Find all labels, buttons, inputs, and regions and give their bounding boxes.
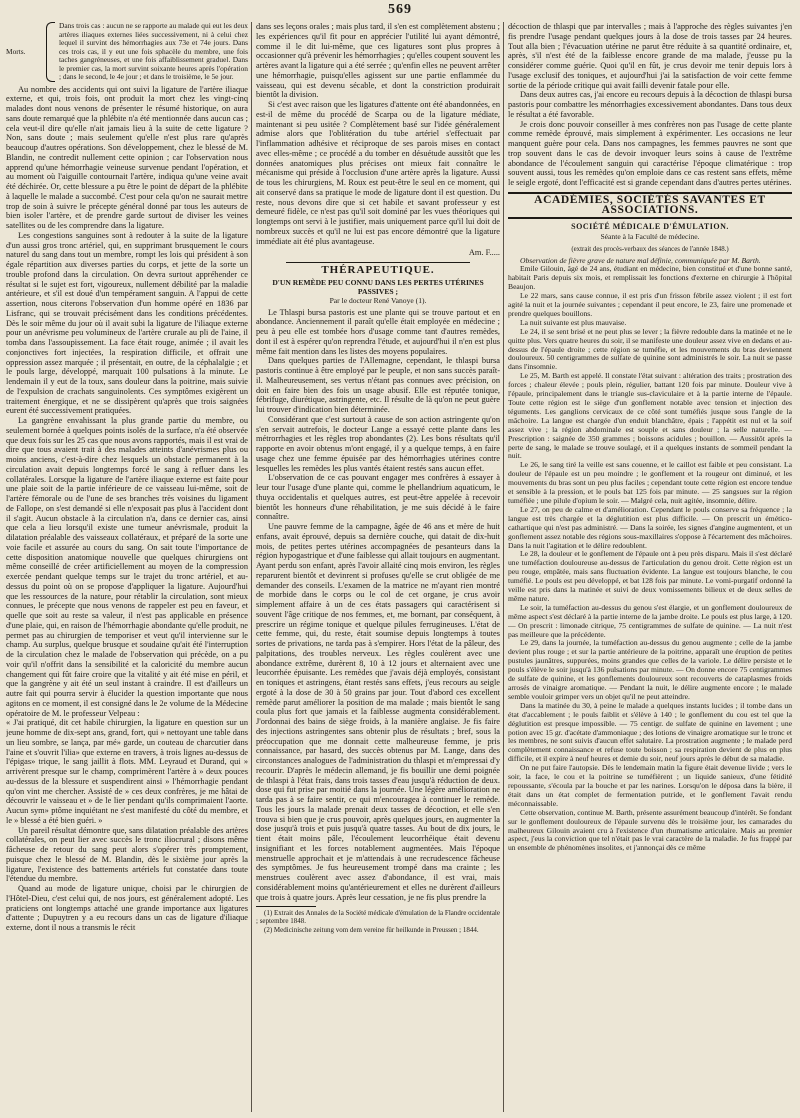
footnote-rule xyxy=(256,906,316,907)
paragraph: Le 29, dans la journée, la tuméfaction au-dessus du genou augmente ; celle de la jambe devient plus rouge ; et sur la partie antérieure de la poitrine, apparaît une éruption de petites pustules jaunâtres, suppurées, moins grandes que celles de la variole. Le délire persiste et le pouls s'élève le soir jusqu'à 136 pulsations par minute. — On donne encore 75 centigrammes de sulfate de quinine, et les gonflements douloureux sont recouverts de cataplasmes froids arrosés de vinaigre aromatique. — Pendant la nuit, le délire augmente encore ; le malade semble vouloir grimper vers un objet qu'il ne peut atteindre. xyxy=(508,638,792,701)
paragraph: La nuit suivante est plus mauvaise. xyxy=(520,317,627,327)
brace xyxy=(46,22,55,82)
article-author: Par le docteur René Vanoye (1). xyxy=(329,295,427,305)
paragraph: Le 22 mars, sans cause connue, il est pris d'un frisson fébrile assez violent ; il est fort agité la nuit et la journée suivantes ; cependant il peut encore, le 23, faire une promenade et prendre quelques bouillons. xyxy=(508,291,792,318)
observation-title-text: Observation de fièvre grave de nature mal définie, communiquée par M. Barth. xyxy=(520,255,761,265)
deaths-text: Dans trois cas : aucun ne se rapporte au malade qui eut les deux artères iliaques externes liées successivement, ni à celui chez lequel il survint des hémorrhagies aux 73e et 74e jours. Dans ces trois cas, il y eut une fois sphacèle du membre, une fois taches gangréneuses, et une fois affaiblissement graduel. Dans le premier cas, la mort survint soixante heures après l'opération ; dans le second, le 4e jour ; et dans le troisième, le 5e jour. xyxy=(59,22,248,81)
page-number: 569 xyxy=(388,2,412,17)
paragraph: décoction de thlaspi que par intervalles ; mais à l'approche des règles suivantes j'en fis prendre l'usage pendant quelques jours à la dose de trois tasses par 24 heures. Tout alla bien ; l'évacuation utérine ne parut être réduite à sa quantité ordinaire, et, après, s'il n'est été de la faiblesse encore grande de ma malade, j'eusse pu la considérer comme guérie. Quoi qu'il en fût, je crus devoir me tenir depuis lors à l'usage exclusif des toniques, et aujourd'hui j'ai la satisfaction de voir cette femme sortie de la période critique qui avait failli devenir fatale pour elle. xyxy=(508,22,792,90)
paragraph: Si c'est avec raison que les ligatures d'attente ont été abandonnées, en est-il de même du procédé de Scarpa ou de la ligature médiate, maintenant si peu usitée ? Complètement basé sur l'idée généralement admise alors que l'oblitération du tube artériel s'effectuait par l'inflammation adhésive et réciproque de ses parois mises en contact avec elles-même ; ce procédé a du tomber en désuétude aussitôt que les données anatomiques plus précises ont mieux fait connaître le mécanisme qui préside à l'occlusion d'une artère après la ligature. Aussi de tous les chirurgiens, M. Roux est peut-être le seul en ce moment, qui ait conservé dans sa pratique le mode de ligature dont il est question. Du reste, nous devons dire que si cet habile et savant professeur y est demeuré fidèle, ce n'est pas qu'il soit dominé par les vues théoriques qui longtemps ont servi à le justifier, mais uniquement parce qu'il lui doit de nombreux succès et qu'il ne lui est pas encore démontré que la ligature immédiate ait été plus avantageuse. xyxy=(256,100,500,246)
column-1 xyxy=(6,22,248,1112)
paragraph: Cette observation, continue M. Barth, présente assurément beaucoup d'intérêt. Se fondant sur le gonflement douloureux de l'épaule survenu dès le troisième jour, les camarades du malheureux Gilouin avaient cru à l'existence d'un rhumatisme articulaire. Mais au premier aspect, j'eus la conviction que tel n'était pas le vrai caractère de la maladie. Je fus frappé par un ensemble de phénomènes insolites, et j'annonçai dès ce même xyxy=(508,807,792,853)
velpeau-quote: « J'ai pratiqué, dit cet habile chirurgien, la ligature en question sur un jeune homme de dix-sept ans, grand, fort, qui » nettoyant une table dans un lieu sombre, se lança, par mé» garde, un couteau de charcutier dans l'aine et s'ouvrit l'ilia» que externe en travers, à trois lignes au-dessus de l'épigas» trique, le sang jaillit à flots. MM. Leyraud et Durand, qui » arrivèrent presque sur le champ, comprimèrent l'artère à » deux pouces au-dessus de la blessure et suspendirent ainsi » l'hémorrhagie pendant qu'on vint me chercher. Assisté de » ces deux confrères, je me hâtai de découvrir le vaisseau et » de le lier pendant qu'ils comprimaient l'aorte. Aucun sym» ptôme inquiétant ne s'est manifesté du côté du membre, et le » blessé a été bien guéri. » xyxy=(6,718,248,825)
footnote: (2) Medicinische zeitung vom dem vereine für heilkunde in Preussen ; 1844. xyxy=(264,925,479,934)
paragraph: Dans deux autres cas, j'ai encore eu recours depuis à la décoction de thlaspi bursa pastoris pour combattre les ménorrhagies excessivement abondantes. Dans tous deux le résultat a été favorable. xyxy=(508,90,792,119)
paragraph: Une pauvre femme de la campagne, âgée de 46 ans et mère de huit enfans, avait éprouvé, depuis sa dernière couche, qui datait de dix-huit mois, de petites pertes utérines accompagnées de pesanteurs dans la région hypogastrique et d'une faiblesse qui allait toujours en augmentant. Ayant perdu son enfant, après l'avoir allaité cinq mois environ, les règles reparurent bientôt et devinrent si profuses qu'elle se crut obligée de me demander des conseils. L'examen de la matrice ne m'ayant rien montré de morbide dans le corps ou le col de cet organe, je crus avoir simplement affaire à un de ces états passagers qui caractérisent si souvent l'âge critique de nos femmes, et, me bornant, par conséquent, à prescrire un régime tonique et quelque pilules ferrugineuses. L'état de cette femme, qui, du reste, était soumise depuis longtemps à toutes sortes de privations, ne tarda pas à s'empirer. Hors l'état de la pâleur, des palpitations, des troubles nerveux. Les règles coulèrent avec une abondance extrême, durèrent 8, 10 à 12 jours et alternaient avec une leucorrhée épuisante. Les remèdes que j'avais déjà employés, consistant en toniques et astringens, étant restés sans effets, j'eus recours au seigle ergoté à la dose de 30 à 50 grains par jour. Tout d'abord ces excellent remède parut améliorer la position de ma malade ; mais bientôt le sang coula plus fort que jamais et la faiblesse augmenta considérablement. J'ordonnai des bains de siège froids, à la manière anglaise. Je fis faire des injections astringentes sans obtenir plus de résultats ; bref, sous la préoccupation que me donnait cette malheureuse femme, je pris connaissance, par hasard, des succès obtenus par M. Lange, dans des circonstances analogues de l'administration du thlaspi et m'empressai d'y recourir. D'après le médecin allemand, je fis bouillir une demi poignée de thlaspi à l'état frais, dans trois tasses d'eau jusqu'à réduction de deux. dose qui fut prise par moitié dans la journée. Une légère amélioration ne tarda pas à se faire sentir, ce qui m'encouragea à continuer le remède. Tous les jours la malade prenait deux tasses de décoction, et elle s'en trouva si bien que je crus pouvoir, après quelques jours, en augmenter la dose jusqu'à trois et puis jusqu'à quatre tasses. Au bout de dix jours, le tient était moins pâle, l'écoulement leucorrhéique était devenu insignifiant et les forces notablement augmentées. Mais l'époque menstruelle approchait et je m'attendais à une recrudescence fâcheuse des symptômes. Je fus heureusement trompé dans ma crainte ; les menstrues coulèrent avec assez d'abondance, il est vrai, mais considérablement moins qu'antérieurement et elles ne durèrent d'ailleurs que trois à quatre jours. Après leur cessation, je ne fis plus prendre la xyxy=(256,522,500,902)
signature: Am. F..... xyxy=(468,248,500,258)
paragraph: Au nombre des accidents qui ont suivi la ligature de l'artère iliaque externe, et qui, trois fois, ont produit la mort chez les vingt-cinq malades dont nous venons de présenter le résumé historique, on aura sans doute remarqué que la phlébite n'a été mentionnée dans aucun cas ; cela veut-il dire qu'elle n'ait jamais lieu à la suite de cette ligature ? Non, sans doute ; mais seulement qu'elle n'est plus rare qu'après beaucoup d'autres opérations. Son développement, chez le blessé de M. Blandin, ne contredit nullement cette opinion ; car l'observation nous apprend qu'une hémorrhagie veineuse survenue pendant l'opération, et au moment où l'aiguille contournait l'artère, indiqua qu'une veine avait été déchirée. Or, cette blessure a pu être le point de départ de la phlébite à laquelle le malade a succombé. C'est pour cela qu'on ne saurait mettre trop de soin à suivre le précepte général donné par tous les auteurs de bien isoler l'artère, et de prendre garde surtout de diviser les veines satellites ou de les comprendre dans la ligature. xyxy=(6,84,248,230)
column-3 xyxy=(508,22,792,1112)
footnote: (1) Extrait des Annales de la Société médicale d'émulation de la Flandre occidentale ; septembre 1848. xyxy=(256,909,500,926)
paragraph: Le soir, la tuméfaction au-dessus du genou s'est élargie, et un gonflement douloureux de même aspect s'est déclaré à la partie interne de la jambe droite. Le pouls est plus large, à 120. — On prescrit : limonade citrique, 75 centigrammes de sulfate de quinine. — La nuit n'est pas meilleure que la précédente. xyxy=(508,602,792,639)
extract-note: (extrait des procès-verbaux des séances de l'année 1848.) xyxy=(571,245,729,253)
paragraph: Le 27, on peu de calme et d'amélioration. Cependant le pouls conserve sa fréquence ; la langue est très chargée et la déglutition est plus difficile. — On prescrit un émético-cathartique qui n'est pas administré. — Dans la soirée, les signes d'angine augmentent, et un gonflement assez notable des régions sous-maxillaires s'oppose à l'écartement des mâchoires. Dans la nuit l'agitation et le délire redoublent. xyxy=(508,504,792,550)
paragraph: Les congestions sanguines sont à redouter à la suite de la ligature d'un aussi gros tronc artériel, qui, en supprimant brusquement le cours naturel du sang dans tout un membre, rompt les lois qui président à son égale répartition aux diverses parties du corps, et jette de la sorte un trouble profond dans la circulation. On devra surtout appréhender ce résultat si le sujet est fort, vigoureux, nullement débilité par la maladie antérieure, et s'il est doué d'un tempérament sanguin. A l'appui de cette assertion, nous citerons l'observation d'un homme opéré en 1836 par Lisfranc, qui se trouvait précisément dans les conditions précédentes. Dès le soir même du jour où il avait subi la ligature de l'iliaque externe pour un anévrisme peu volumineux de l'artère crurale au pli de l'aine, il tomba dans l'assoupissement. La face était rouge, animée ; il avait les conjonctives fort injectées, la respiration difficile, et offrait une oppression assez marquée ; il présentait, en outre, de la céphalalgie ; et le pouls large, développé, marquait 100 pulsations à la minute. Le lendemain il y eut de la toux, sans douleur dans la poitrine, mais suivie de l'expulsion de crachats sanguinolents. Ces symptômes exigèrent un traitement énergique, et ne se dissipèrent qu'après que trois saignées eurent été successivement pratiquées. xyxy=(6,230,248,416)
paragraph: Le 28, la douleur et le gonflement de l'épaule ont à peu près disparu. Mais il s'est déclaré une tuméfaction douloureuse au-dessus de l'articulation du genou droit. Cette région est un peu rouge, empâtée, mais sans fluctuation évidente. La langue est toujours blanche, le cou tuméfié. Le pouls est peu développé, et bat 128 fois par minute. Le vomi-purgatif ordonné la veille est pris dans la matinée et suivi de deux vomissements bilieux et de deux selles de même nature. xyxy=(508,549,792,603)
divider xyxy=(286,262,470,263)
deaths-summary xyxy=(6,22,248,82)
society-subtitle: Séante à la Faculté de médecine. xyxy=(600,232,700,241)
article-title: D'UN REMÈDE PEU CONNU DANS LES PERTES UTÉRINES PASSIVES ; xyxy=(272,277,484,296)
paragraph: Dans la matinée du 30, à peine le malade a quelques instants lucides ; il tombe dans un état d'accablement ; le pouls faiblit et s'élève à 140 ; le gonflement du cou est tel que la déglutition est presque impossible. — 75 centigr. de sulfate de quinine en lavement ; une potion avec 15 gr. d'acétate d'ammoniaque ; des lotions de vinaigre aromatique sur le tronc et les membres, ne sont suivis d'aucun effet salutaire. La prostration augmente ; le malade perd complètement connaissance et refuse toute boisson ; sa respiration devient de plus en plus difficile, et il expire à neuf heures et demie du soir, neuf jours après le début de sa maladie. xyxy=(508,700,792,764)
paragraph: Emile Gilouin, âgé de 24 ans, étudiant en médecine, bien constitué et d'une bonne santé, habitait Paris depuis six mois, et remplissait les fonctions d'externe en chirurgie à l'hôpital Beaujon. xyxy=(508,264,792,292)
column-2 xyxy=(256,22,500,1112)
column-rule xyxy=(503,22,504,1112)
paragraph: Un pareil résultat démontre que, sans dilatation préalable des artères collatérales, on peut lier avec succès le tronc iliocrural ; disons même fâcheuse de retour du sang peut alors s'opérer très promptement, puisque chez le blessé de M. Blandin, dès le sixième jour après la ligature, l'existence des battements artériels fut constatée dans toute l'étendue du membre. xyxy=(6,825,248,884)
paragraph: Considérant que c'est surtout à cause de son action astringente qu'on s'en servait autrefois, le docteur Lange a essayé cette plante dans les métrorrhagies et les règles trop abondantes (2). Les bons résultats qu'il rapporte en avoir obtenus m'ont engagé, il y a quelque temps, à en faire usage chez une femme épuisée par des hémorrhagies utérines contre lesquelles les remèdes les plus vantés étaient restés sans aucun effet. xyxy=(256,414,500,473)
paragraph: La gangrène envahissant la plus grande partie du membre, ou seulement bornée à quelques points isolés de la surface, n'a été observée que deux fois sur les 25 cas que nous avons rapportés, mais il est vrai de dire que tous avaient trait à des malades atteints d'anévrismes plus ou moins anciens, c'est-à-dire chez lesquels un obstacle permanent à la circulation avait depuis longtemps forcé le sang à refluer dans les collatérales. Lorsque la ligature de l'artère iliaque externe est faite pour une plaie soit de la partie inférieure de ce vaisseau lui-même, soit de l'artère fémorale ou de l'une de ses branches très voisines du ligament de Fallope, on s'est demandé si elle n'exposait pas plus à l'accident dont il s'agit. Aucun obstacle à la circulation n'a, dans ce dernier cas, ainsi que cela a lieu lorsqu'il existe une tumeur anévrismale, produit la dilatation préalable des vaisseaux collatéraux, et préparé de la sorte une voie facile et assurée au cours du sang. On sait toute l'importance de cette disposition anatomique nouvelle que quelques chirurgiens ont même conseillé de créer artificiellement au moyen de la compression exercée pendant quelque temps sur le trajet du tronc artériel, et au-dessus du point où on se propose d'appliquer la ligature. Aujourd'hui que les ressources de la nature, pour rétablir la circulation, sont mieux connues, le précepte que nous venons de rappeler est peu en faveur, et quelle que soit au reste sa valeur, il n'est pas applicable en présence d'une plaie, qui, en raison de l'hémorrhagie abondante qu'elle produit, ne permet pas au chirurgien de temporiser et veut qu'il intervienne sur le champ. Au surplus, quelque brusque et soudaine qu'ait été l'interruption de la circulation chez le malade de l'observation qui précède, on a pu voir qu'il n'offrit dans la sensibilité et la caloricité du membre aucun changement qui fût faire croire que la vitalité y ait été mise en péril, et que la gangrène y ait été un seul instant à craindre. Il est d'ailleurs un autre fait qui pourra servir à élucider la question importante que nous agitons en ce moment, il est consigné dans le 2e volume de la Médecine opératoire de M. le professeur Velpeau : xyxy=(6,416,248,718)
paragraph: Dans quelques parties de l'Allemagne, cependant, le thlaspi bursa pastoris continue à être employé par le peuple, et non sans succès paraît-il. Malheureusement, ses vertus n'étant pas connues avec précision, on doit en faire bien des fois un usage abusif. Elle est réputée tonique, fébrifuge, diurétique, astringente, etc. Il résulte de là qu'on ne peut guère lui trouver d'indication bien déterminée. xyxy=(256,356,500,414)
society-title: SOCIÉTÉ MÉDICALE D'ÉMULATION. xyxy=(571,222,729,232)
column-rule xyxy=(251,22,252,1112)
paragraph: L'observation de ce cas pouvant engager mes confrères à essayer à leur tour l'usage d'une plante qui, comme le phellandrium aquaticum, le thuya occidentalis et quelques autres, est peut-être appelée à recevoir bientôt les honneurs d'une réhabilitation, je me suis décidé à le faire connaître. xyxy=(256,473,500,522)
paragraph: On ne put faire l'autopsie. Dès le lendemain matin la figure était devenue livide ; vers le soir, la face, le cou et la poitrine se tuméfièrent ; un liquide sanieux, d'une fétidité repoussante, s'écoula par la bouche et par les narines. Lorsqu'on le déposa dans la bière, il était dans un état complet de fermentation putride, et le gonflement l'avait rendu méconnaissable. xyxy=(508,763,792,808)
paragraph: dans ses leçons orales ; mais plus tard, il s'en est complètement abstenu ; les expériences qu'il fit pour en apprécier l'utilité lui ayant démontré, comme il le dit lui-même, que ces ligatures sont plus propres à occasionner qu'à prévenir les hémorrhagies ; qu'elles coupent souvent les artères avant la ligature qui a été serrée ; qu'enfin elles ne peuvent arrêter une hémorrhagie, puisqu'elles agissent sur une partie enflammée du vaisseau, qui est devenu sécable, et dont la constriction produirait bientôt la division. xyxy=(256,22,500,100)
section-title: THÉRAPEUTIQUE. xyxy=(321,264,435,276)
paragraph: Le 25, M. Barth est appelé. Il constate l'état suivant : altération des traits ; prostration des forces ; chaleur élevée ; pouls plein, régulier, battant 120 fois par minute. Douleur vive à l'épaule, principalement dans le triangle sus-claviculaire et à la partie interne de l'épaule. Toute cette région est le siège d'un gonflement notable avec tension et injection des téguments. Les ganglions cervicaux de ce côté sont tuméfiés jusque sous l'angle de la mâchoire. La langue est chargée d'un enduit blanchâtre, épais ; l'appétit est nul et la soif assez vive ; la région abdominale est souple et sans douleur ; la selle naturelle. — Prescription : saignée de 350 grammes ; boissons acidules ; bouillon. — Aussitôt après la perte de sang, le malade se trouve soulagé, et il a quelques instants de sommeil pendant la nuit. xyxy=(508,371,792,461)
paragraph: Le 26, le sang tiré la veille est sans couenne, et le caillot est faible et peu consistant. La douleur de l'épaule est un peu moindre ; le gonflement et la rougeur ont diminué, et les mouvements du bras sont un peu plus faciles ; cependant toute cette région est encore tendue et sensible à la pression, et le pouls bat 125 fois par minute. — 25 sangsues sur la région tuméfiée ; une pilule d'opium le soir. — Malgré cela, nuit agitée, insomnie, délire. xyxy=(508,460,792,505)
paragraph: Le Thlaspi bursa pastoris est une plante qui se trouve partout et en abondance. Anciennement il paraît qu'elle était employée en médecine ; peu à peu elle est tombée hors d'usage comme tant d'autres remèdes, dont il est à espérer qu'on reprendra l'étude, et aujourd'hui il n'en est plus même fait mention dans les listes des moyens populaires. xyxy=(256,307,500,356)
deaths-label: Morts. xyxy=(6,46,26,56)
paragraph: Je crois donc pouvoir conseiller à mes confrères non pas l'usage de cette plante comme remède éprouvé, mais simplement à expérimenter. Les occasions ne leur manquent guère pour cela. Dans nos campagnes, les femmes pauvres ne sont que trop souvent dans le cas de devoir invoquer leurs soins à cause de l'extrême abondance de l'écoulement sanguin qui caractérise l'époque climatérique : trop souvent aussi, tous les remèdes qu'on emploie dans ce cas restent sans effets, même le seigle ergoté, dont l'efficacité est si grande cependant dans d'autres pertes utérines. xyxy=(508,119,792,187)
academies-heading: ACADÉMIES, SOCIÉTÉS SAVANTES ET ASSOCIATIONS. xyxy=(508,192,792,220)
paragraph: Le 24, il se sent brisé et ne peut plus se lever ; la fièvre redouble dans la matinée et ne le quitte plus. Vers quatre heures du soir, il se manifeste une douleur assez vive en dedans et au-dessus de l'épaule droite ; cette région se tuméfie, et les mouvements du bras deviennent douloureux. 50 centigrammes de sulfate de quinine sont administrés le soir. La nuit se passe dans l'insomnie. xyxy=(508,326,792,372)
paragraph: Quand au mode de ligature unique, choisi par le chirurgien de l'Hôtel-Dieu, c'est celui qui, de nos jours, est généralement adopté. Les praticiens ont longtemps attaché une grande importance aux ligatures d'attente ; Dupuytren y a eu recours dans un cas de ligature d'iliaque externe, dont il nous a transmis le récit xyxy=(6,884,248,932)
observation-body xyxy=(508,265,792,853)
